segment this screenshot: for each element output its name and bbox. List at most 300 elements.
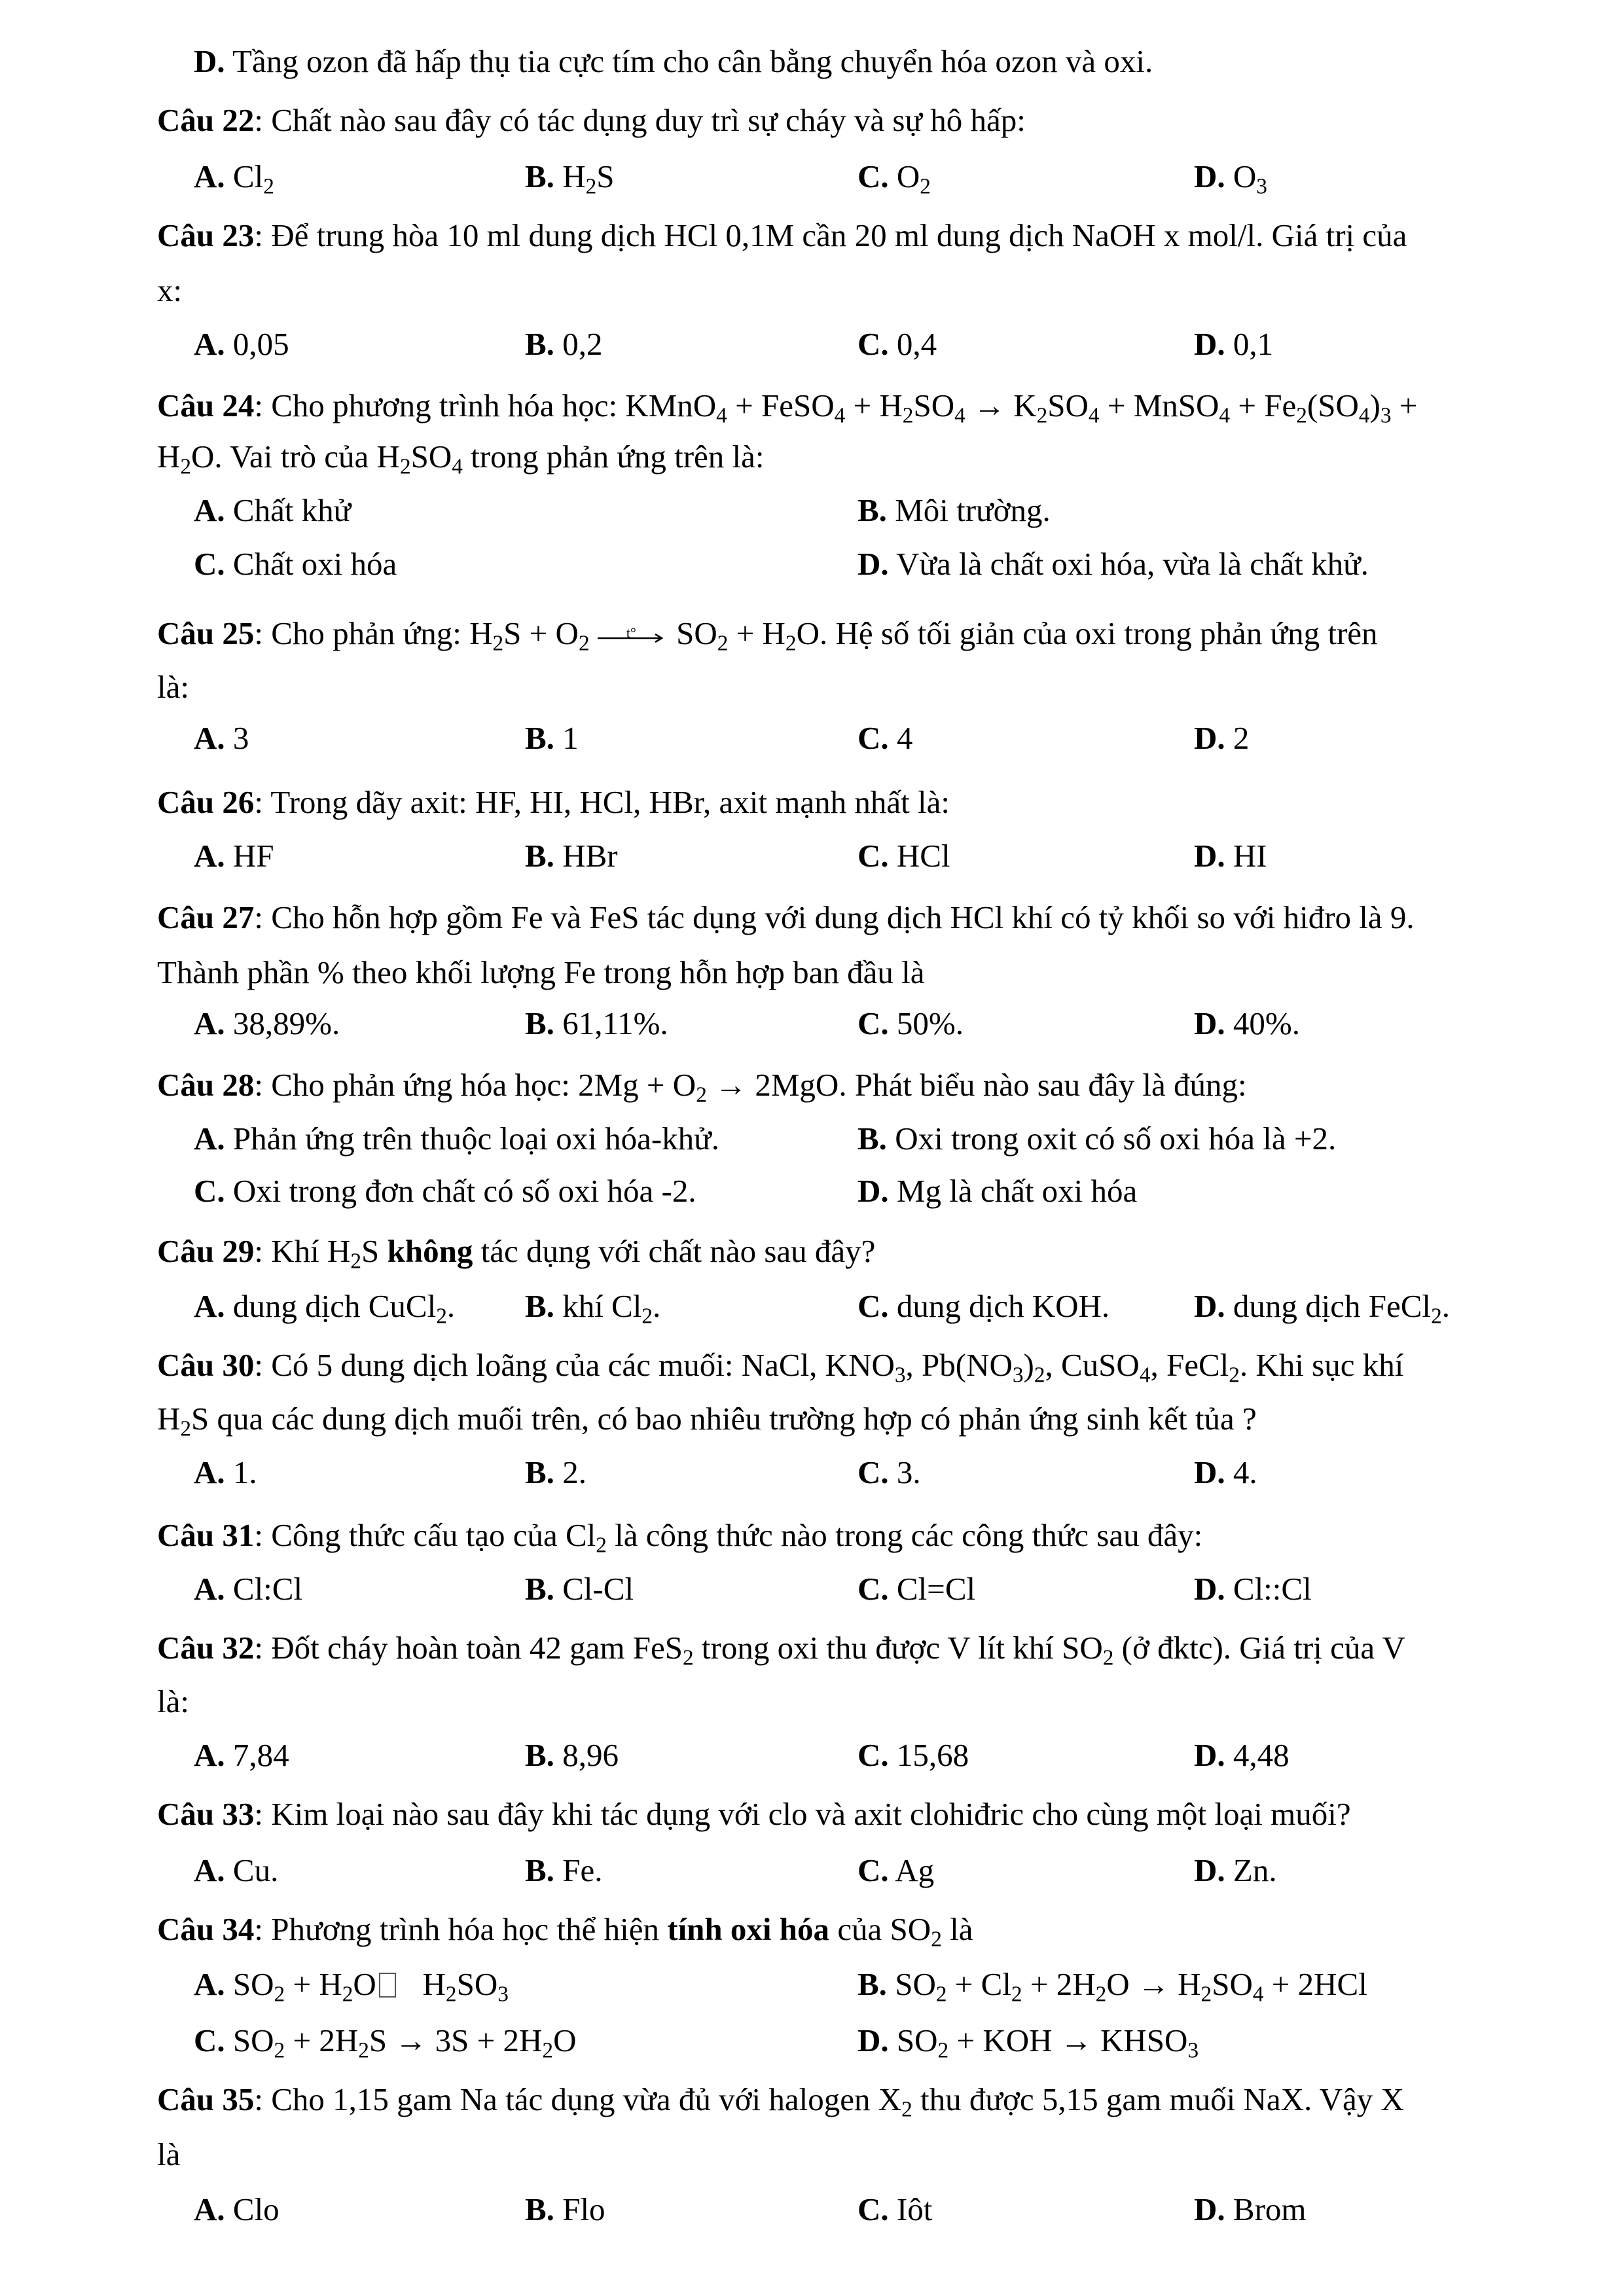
subscript: 4	[1252, 1982, 1264, 2007]
question-text: S + O	[503, 615, 579, 651]
question-text: O. Hệ số tối giản của oxi trong phản ứng trên	[796, 615, 1378, 651]
option-text: Oxi trong đơn chất có số oxi hóa -2.	[232, 1173, 696, 1209]
subscript: 2	[1036, 403, 1048, 428]
option-text: Mg là chất oxi hóa	[896, 1173, 1138, 1209]
question-number: Câu 22	[157, 102, 255, 138]
q35-option-b	[525, 2190, 605, 2229]
question-text: H	[157, 1401, 181, 1437]
question-text: của SO	[829, 1911, 931, 1947]
subscript: 3	[1012, 1363, 1024, 1388]
q29-option-a	[194, 1287, 456, 1329]
option-letter: B.	[525, 1288, 554, 1324]
subscript: 2	[902, 403, 914, 428]
option-letter: D.	[857, 2022, 889, 2058]
question-30-cont	[157, 1399, 1257, 1439]
option-text: dung dịch KOH.	[896, 1288, 1110, 1324]
option-letter: A.	[194, 2191, 225, 2227]
option-letter: A.	[194, 838, 225, 874]
subscript: 2	[274, 1982, 285, 2007]
emphasis-text: không	[387, 1233, 473, 1269]
option-text: Ag	[895, 1852, 935, 1888]
subscript: 2	[585, 174, 597, 199]
question-text: : Cho phản ứng: H	[254, 615, 493, 651]
subscript: 3	[894, 1363, 906, 1388]
q27-option-d	[1194, 1004, 1300, 1043]
q30-option-a	[194, 1453, 257, 1492]
q26-option-b	[525, 836, 618, 876]
subscript: 2	[1296, 403, 1307, 428]
q28-option-d	[857, 1172, 1137, 1211]
subscript: 2	[358, 2038, 369, 2063]
q33-option-d	[1194, 1851, 1277, 1890]
question-number: Câu 24	[157, 387, 255, 423]
option-text: 0,1	[1233, 326, 1274, 362]
subscript: 2	[920, 174, 931, 199]
q27-option-a	[194, 1004, 340, 1043]
option-text: Cl::Cl	[1233, 1571, 1312, 1607]
question-number: Câu 30	[157, 1347, 255, 1383]
option-letter: C.	[857, 158, 889, 194]
option-text: 38,89%.	[232, 1005, 340, 1041]
question-text: là	[941, 1911, 973, 1947]
option-text: 3	[232, 720, 249, 756]
subscript: 4	[452, 454, 463, 479]
option-text: 4	[896, 720, 913, 756]
option-letter: C.	[857, 326, 889, 362]
question-text: : Công thức cấu tạo của Cl	[254, 1517, 596, 1553]
subscript: 2	[717, 631, 729, 656]
option-text: S → 3S + 2H	[369, 2022, 543, 2058]
option-letter: A.	[194, 1852, 225, 1888]
question-text: O. Vai trò của H	[191, 439, 400, 475]
question-text: tác dụng với chất nào sau đây?	[473, 1233, 876, 1269]
subscript: 2	[1102, 1645, 1114, 1670]
subscript: 4	[1139, 1363, 1151, 1388]
option-letter: C.	[194, 1173, 225, 1209]
question-35-cont: là	[157, 2136, 181, 2172]
option-letter: D.	[1194, 1454, 1225, 1490]
question-text: + H	[728, 615, 785, 651]
question-text: thu được 5,15 gam muối NaX. Vậy X	[912, 2081, 1404, 2117]
option-text: 4.	[1233, 1454, 1257, 1490]
option-letter: D.	[857, 546, 889, 582]
option-text: H	[562, 158, 586, 194]
option-letter: A.	[194, 492, 225, 528]
option-letter: B.	[525, 1571, 554, 1607]
arrow-label: t°	[626, 624, 636, 641]
q24-option-d	[857, 545, 1369, 584]
emphasis-text: tính oxi hóa	[667, 1911, 830, 1947]
question-text: . Khi sục khí	[1239, 1347, 1404, 1383]
subscript: 2	[901, 2097, 912, 2122]
option-text: O	[1233, 158, 1257, 194]
option-letter: D.	[857, 1173, 889, 1209]
question-text: )	[1369, 387, 1380, 423]
option-text: Clo	[232, 2191, 280, 2227]
option-text: Môi trường.	[895, 492, 1051, 528]
option-text: Zn.	[1233, 1852, 1277, 1888]
option-text: 0,05	[232, 326, 289, 362]
option-letter: A.	[194, 1571, 225, 1607]
option-letter: D.	[1194, 1005, 1225, 1041]
subscript: 2	[937, 2038, 949, 2063]
option-text: Phản ứng trên thuộc loại oxi hóa-khử.	[232, 1121, 719, 1157]
option-text: 1	[562, 720, 579, 756]
question-text: SO	[676, 615, 717, 651]
option-letter: D.	[1194, 838, 1225, 874]
option-letter: A.	[194, 720, 225, 756]
question-text: : Chất nào sau đây có tác dụng duy trì sự cháy và sự hô hấp:	[254, 102, 1026, 138]
option-text: Tầng ozon đã hấp thụ tia cực tím cho cân bằng chuyển hóa ozon và oxi.	[232, 43, 1153, 79]
question-text: (ở đktc). Giá trị của V	[1113, 1630, 1405, 1666]
option-text: Iôt	[896, 2191, 933, 2227]
question-text: S	[361, 1233, 388, 1269]
question-text: SO	[913, 387, 955, 423]
question-26	[157, 783, 950, 822]
subscript: 2	[1034, 1363, 1045, 1388]
question-25-cont: là:	[157, 669, 189, 705]
subscript: 3	[497, 1982, 509, 2007]
question-text: : Đốt cháy hoàn toàn 42 gam FeS	[254, 1630, 683, 1666]
option-letter: C.	[194, 2022, 225, 2058]
subscript: 2	[696, 1083, 707, 1107]
q30-option-b	[525, 1453, 586, 1492]
question-text: , FeCl	[1150, 1347, 1229, 1383]
question-text: → K	[965, 387, 1037, 423]
question-24-cont	[157, 437, 765, 479]
question-number: Câu 26	[157, 784, 255, 820]
missing-glyph-box	[379, 1973, 396, 1998]
q23-option-c	[857, 325, 937, 364]
subscript: 2	[263, 174, 274, 199]
subscript: 2	[682, 1645, 694, 1670]
option-letter: C.	[857, 2191, 889, 2227]
q23-option-b	[525, 325, 602, 364]
subscript: 2	[180, 454, 192, 479]
question-text: + Fe	[1230, 387, 1297, 423]
option-text: Chất oxi hóa	[232, 546, 397, 582]
option-letter: A.	[194, 326, 225, 362]
q24-option-a	[194, 491, 351, 530]
q30-option-d	[1194, 1453, 1257, 1492]
option-letter: D.	[1194, 2191, 1225, 2227]
option-letter: C.	[857, 1454, 889, 1490]
arrow-icon	[598, 633, 666, 643]
q25-option-d	[1194, 719, 1249, 758]
subscript: 2	[436, 1304, 447, 1329]
question-32-cont: là:	[157, 1683, 189, 1719]
subscript: 2	[542, 2038, 554, 2063]
option-text: 50%.	[896, 1005, 964, 1041]
option-text: 4,48	[1233, 1737, 1290, 1773]
subscript: 2	[1011, 1982, 1022, 2007]
option-text: Cl=Cl	[896, 1571, 976, 1607]
option-letter: D.	[1194, 326, 1225, 362]
subscript: 3	[1380, 403, 1392, 428]
q23-option-d	[1194, 325, 1273, 364]
q34-option-d	[857, 2021, 1199, 2063]
subscript: 2	[350, 1249, 362, 1274]
subscript: 4	[716, 403, 727, 428]
question-text: : Trong dãy axit: HF, HI, HCl, HBr, axit mạnh nhất là:	[254, 784, 950, 820]
q24-option-c	[194, 545, 397, 584]
question-text: trong phản ứng trên là:	[462, 439, 765, 475]
option-text: Cu.	[232, 1852, 279, 1888]
option-letter: D.	[1194, 1288, 1225, 1324]
option-text: 2	[1233, 720, 1250, 756]
option-text: Fe.	[562, 1852, 603, 1888]
subscript: 2	[785, 631, 797, 656]
option-text: Cl	[232, 158, 264, 194]
option-text: .	[446, 1288, 456, 1324]
question-34	[157, 1910, 973, 1952]
question-25	[157, 614, 1378, 656]
question-number: Câu 32	[157, 1630, 255, 1666]
option-letter: A.	[194, 1454, 225, 1490]
option-text: Oxi trong oxit có số oxi hóa là +2.	[895, 1121, 1337, 1157]
option-text: .	[653, 1288, 661, 1324]
question-text: , CuSO	[1045, 1347, 1140, 1383]
option-text: Chất khử	[232, 492, 352, 528]
subscript: 2	[641, 1304, 653, 1329]
option-letter: D.	[1194, 158, 1225, 194]
q26-option-a	[194, 836, 274, 876]
q35-option-a	[194, 2190, 280, 2229]
q31-option-a	[194, 1570, 302, 1609]
question-number: Câu 29	[157, 1233, 255, 1269]
question-33	[157, 1795, 1351, 1834]
question-23	[157, 216, 1407, 255]
option-letter: C.	[857, 1852, 889, 1888]
option-letter: B.	[525, 720, 554, 756]
question-text: → 2MgO. Phát biểu nào sau đây là đúng:	[706, 1067, 1247, 1103]
option-text: O → H	[1106, 1966, 1201, 2002]
option-letter: B.	[525, 1852, 554, 1888]
option-letter: A.	[194, 1121, 225, 1157]
question-text: : Cho phản ứng hóa học: 2Mg + O	[254, 1067, 696, 1103]
question-text: H	[157, 439, 181, 475]
question-text: +	[1391, 387, 1418, 423]
option-text: khí Cl	[562, 1288, 642, 1324]
question-text: : Cho 1,15 gam Na tác dụng vừa đủ với halogen X	[254, 2081, 902, 2117]
subscript: 3	[1256, 174, 1267, 199]
question-27-cont: Thành phần % theo khối lượng Fe trong hỗn hợp ban đầu là	[157, 954, 925, 990]
option-text: 61,11%.	[562, 1005, 668, 1041]
q21-option-d	[194, 42, 1153, 81]
q32-option-b	[525, 1736, 619, 1775]
question-text: : Để trung hòa 10 ml dung dịch HCl 0,1M cần 20 ml dung dịch NaOH x mol/l. Giá trị của	[254, 217, 1407, 253]
question-text: S qua các dung dịch muối trên, có bao nhiêu trường hợp có phản ứng sinh kết tủa ?	[191, 1401, 1257, 1437]
option-text: dung dịch FeCl	[1233, 1288, 1432, 1324]
option-text: 40%.	[1233, 1005, 1300, 1041]
question-number: Câu 31	[157, 1517, 255, 1553]
option-letter: C.	[857, 1005, 889, 1041]
q28-option-a	[194, 1119, 719, 1158]
option-letter: D.	[194, 43, 225, 79]
question-text: SO	[1047, 387, 1089, 423]
q24-option-b	[857, 491, 1051, 530]
question-number: Câu 33	[157, 1796, 255, 1832]
question-35	[157, 2080, 1404, 2122]
option-letter: D.	[1194, 720, 1225, 756]
question-text: , Pb(NO	[905, 1347, 1013, 1383]
option-letter: B.	[525, 1737, 554, 1773]
question-number: Câu 27	[157, 899, 255, 935]
option-text: dung dịch CuCl	[232, 1288, 437, 1324]
subscript: 4	[1358, 403, 1370, 428]
option-text: Brom	[1233, 2191, 1307, 2227]
question-22	[157, 101, 1026, 140]
question-text: + MnSO	[1099, 387, 1219, 423]
option-text: 0,4	[896, 326, 937, 362]
question-text: + H	[845, 387, 903, 423]
option-text: O	[553, 2022, 577, 2058]
option-text: O	[896, 158, 920, 194]
question-27	[157, 898, 1415, 937]
option-text: Cl-Cl	[562, 1571, 634, 1607]
option-letter: A.	[194, 1005, 225, 1041]
option-text: 3.	[896, 1454, 921, 1490]
question-23-cont: x:	[157, 272, 183, 308]
question-text: (SO	[1307, 387, 1359, 423]
option-letter: B.	[525, 326, 554, 362]
question-text: : Khí H	[254, 1233, 351, 1269]
option-text: S	[596, 158, 615, 194]
subscript: 4	[954, 403, 965, 428]
option-text: 0,2	[562, 326, 603, 362]
option-letter: B.	[525, 1454, 554, 1490]
option-text: Vừa là chất oxi hóa, vừa là chất khử.	[896, 546, 1369, 582]
question-24	[157, 386, 1418, 428]
reaction-arrow	[598, 624, 668, 650]
option-letter: A.	[194, 1966, 225, 2002]
subscript: 2	[596, 1533, 607, 1558]
subscript: 2	[1431, 1304, 1442, 1329]
option-text: + 2H	[1022, 1966, 1096, 2002]
q25-option-a	[194, 719, 249, 758]
option-letter: B.	[857, 1966, 887, 2002]
option-letter: B.	[525, 838, 554, 874]
option-letter: C.	[857, 1737, 889, 1773]
q26-option-c	[857, 836, 950, 876]
option-text: HI	[1233, 838, 1267, 874]
q34-option-c	[194, 2021, 577, 2063]
q32-option-a	[194, 1736, 289, 1775]
option-text: 7,84	[232, 1737, 289, 1773]
option-text: SO	[232, 2022, 274, 2058]
option-letter: D.	[1194, 1737, 1225, 1773]
q33-option-c	[857, 1851, 934, 1890]
option-letter: A.	[194, 1737, 225, 1773]
option-text: SO	[456, 1966, 498, 2002]
q35-option-d	[1194, 2190, 1307, 2229]
subscript: 4	[1088, 403, 1100, 428]
q32-option-c	[857, 1736, 969, 1775]
option-letter: A.	[194, 1288, 225, 1324]
q32-option-d	[1194, 1736, 1290, 1775]
option-text: 2.	[562, 1454, 586, 1490]
q27-option-b	[525, 1004, 668, 1043]
q28-option-c	[194, 1172, 696, 1211]
subscript: 2	[492, 631, 504, 656]
option-text: HCl	[896, 838, 950, 874]
option-text: SO	[232, 1966, 274, 2002]
subscript: 4	[834, 403, 846, 428]
question-text: : Phương trình hóa học thể hiện	[254, 1911, 668, 1947]
q29-option-c	[857, 1287, 1110, 1326]
subscript: 2	[1200, 1982, 1212, 2007]
q27-option-c	[857, 1004, 964, 1043]
option-letter: B.	[525, 158, 554, 194]
option-text: .	[1441, 1288, 1450, 1324]
option-letter: B.	[857, 1121, 887, 1157]
q31-option-d	[1194, 1570, 1312, 1609]
q31-option-c	[857, 1570, 975, 1609]
option-letter: A.	[194, 158, 225, 194]
question-number: Câu 34	[157, 1911, 255, 1947]
q30-option-c	[857, 1453, 921, 1492]
q33-option-b	[525, 1851, 602, 1890]
option-text: + 2HCl	[1263, 1966, 1367, 2002]
q26-option-d	[1194, 836, 1267, 876]
subscript: 2	[274, 2038, 285, 2063]
q29-option-b	[525, 1287, 661, 1329]
question-text: là công thức nào trong các công thức sau đây:	[606, 1517, 1203, 1553]
q25-option-c	[857, 719, 912, 758]
option-letter: C.	[194, 546, 225, 582]
q33-option-a	[194, 1851, 278, 1890]
question-text: + FeSO	[727, 387, 835, 423]
subscript: 2	[935, 1982, 947, 2007]
subscript: 3	[1187, 2038, 1199, 2063]
option-text: + 2H	[285, 2022, 359, 2058]
option-text: SO	[896, 2022, 938, 2058]
q34-option-a	[194, 1965, 509, 2007]
question-text: trong oxi thu được V lít khí SO	[693, 1630, 1103, 1666]
question-text: : Cho hỗn hợp gồm Fe và FeS tác dụng với dung dịch HCl khí có tỷ khối so với hiđro là 9.	[254, 899, 1415, 935]
option-text: SO	[1212, 1966, 1253, 2002]
q22-option-a	[194, 157, 274, 199]
question-30	[157, 1346, 1404, 1388]
question-text: : Cho phương trình hóa học: KMnO	[254, 387, 717, 423]
q34-option-b	[857, 1965, 1367, 2007]
q23-option-a	[194, 325, 289, 364]
option-letter: C.	[857, 1288, 889, 1324]
option-letter: B.	[525, 1005, 554, 1041]
subscript: 2	[445, 1982, 457, 2007]
question-text: : Kim loại nào sau đây khi tác dụng với clo và axit clohiđric cho cùng một loại muối?	[254, 1796, 1351, 1832]
option-text: 8,96	[562, 1737, 619, 1773]
option-text: Cl:Cl	[232, 1571, 303, 1607]
subscript: 2	[578, 631, 590, 656]
subscript: 2	[342, 1982, 353, 2007]
option-letter: D.	[1194, 1852, 1225, 1888]
q25-option-b	[525, 719, 579, 758]
option-text: + Cl	[947, 1966, 1011, 2002]
option-text: + KOH → KHSO	[948, 2022, 1188, 2058]
question-28	[157, 1066, 1247, 1105]
q22-option-c	[857, 157, 931, 199]
question-number: Câu 25	[157, 615, 255, 651]
option-letter: C.	[857, 838, 889, 874]
question-text: : Có 5 dung dịch loãng của các muối: NaCl, KNO	[254, 1347, 895, 1383]
option-letter: B.	[857, 492, 887, 528]
option-letter: D.	[1194, 1571, 1225, 1607]
option-text: H	[422, 1966, 446, 2002]
q28-option-b	[857, 1119, 1336, 1158]
option-text: HBr	[562, 838, 618, 874]
option-text: O	[353, 1966, 376, 2002]
